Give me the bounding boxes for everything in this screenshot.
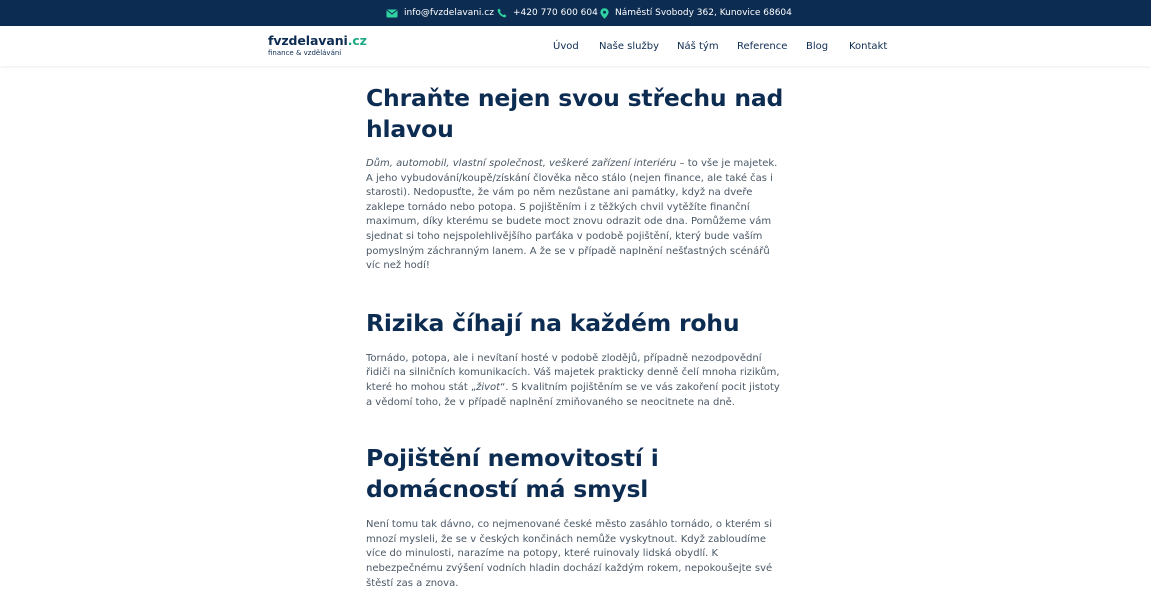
nav-item-blog[interactable]: Blog — [806, 40, 829, 52]
section-text-roof-body: – to vše je majetek. A jeho vybudování/koupě/získání člověka něco stálo (nejen finance, ale také čas i starosti). Nedopusťte, že vám po něm nezůstane ani památky, když na dveře zaklepe tornádo nebo potopa. S pojištěním i z těžkých chvil vytěžíte finanční maximum, díky kterému se budete moct znovu odrazit ode dna. Pomůžeme vám sjednat si toho nejspolehlivějšího parťáka v podobě pojištění, který bude vaším pomyslným záchranným lanem. A že se v případě naplnění nešťastných scénářů víc než hodí! — [366, 158, 778, 272]
top-contact-bar — [0, 0, 1151, 26]
section-title-risks: Rizika číhají na každém rohu — [366, 308, 740, 337]
section-text-roof-italic: Dům, automobil, vlastní společnost, veškeré zařízení interiéru — [366, 158, 677, 169]
logo-wordmark[interactable] — [268, 33, 367, 48]
section-text-risks-before: Tornádo, potopa, ale i nevítaní hosté v podobě zlodějů, případně nezodpovědní řidiči na silničních komunikacích. Váš majetek prakticky denně čelí mnoha rizikům, které ho mohou stát „ — [366, 352, 780, 393]
section-title-roof: Chraňte nejen svou střechu nad hlavou — [366, 84, 784, 143]
section-text-risks-after: “. S kvalitním pojištěním se ve vás zakoření pocit jistoty a vědomí toho, že v případě naplnění zmiňovaného se neocitnete na dně. — [366, 381, 780, 408]
topbar-email[interactable] — [386, 0, 494, 26]
mail-icon — [386, 9, 398, 18]
topbar-email-text[interactable]: info@fvzdelavani.cz — [404, 8, 494, 18]
topbar-phone[interactable] — [497, 0, 598, 26]
site-logo[interactable] — [268, 33, 367, 58]
section-title-property-insurance: Pojištění nemovitostí i domácností má smysl — [366, 444, 659, 504]
logo-main-text[interactable]: fvzdelavani — [268, 33, 348, 48]
section-text-roof — [366, 157, 786, 274]
nav-item-kontakt[interactable]: Kontakt — [849, 40, 888, 52]
logo-accent-text[interactable]: .cz — [347, 33, 367, 48]
main-header — [0, 26, 1151, 66]
topbar-address — [600, 0, 792, 26]
logo-tagline: finance & vzdělávání — [268, 49, 342, 57]
phone-icon — [497, 8, 507, 18]
section-text-risks — [366, 352, 786, 410]
topbar-address-text: Náměstí Svobody 362, Kunovice 68604 — [615, 8, 792, 18]
topbar-phone-text[interactable]: +420 770 600 604 — [513, 8, 598, 18]
article-content — [366, 66, 786, 591]
nav-item-reference[interactable]: Reference — [737, 40, 788, 52]
section-text-risks-italic: život — [476, 381, 501, 393]
nav-item-uvod[interactable]: Úvod — [553, 40, 579, 52]
section-text-property-insurance: Není tomu tak dávno, co nejmenované české město zasáhlo tornádo, o kterém si mnozí mysleli, že se v českých končinách nemůže vyskytnout. Když zabloudíme více do minulosti, narazíme na potopy, které ruinovaly lidská obydlí. K nebezpečnému zvýšení vodních hladin dochází každým rokem, nepokoušejte své štěstí zas a znova. — [366, 519, 773, 589]
nav-item-nas-tym[interactable]: Náš tým — [677, 40, 719, 52]
map-pin-icon — [600, 8, 609, 19]
nav-item-nase-sluzby[interactable]: Naše služby — [599, 40, 659, 52]
